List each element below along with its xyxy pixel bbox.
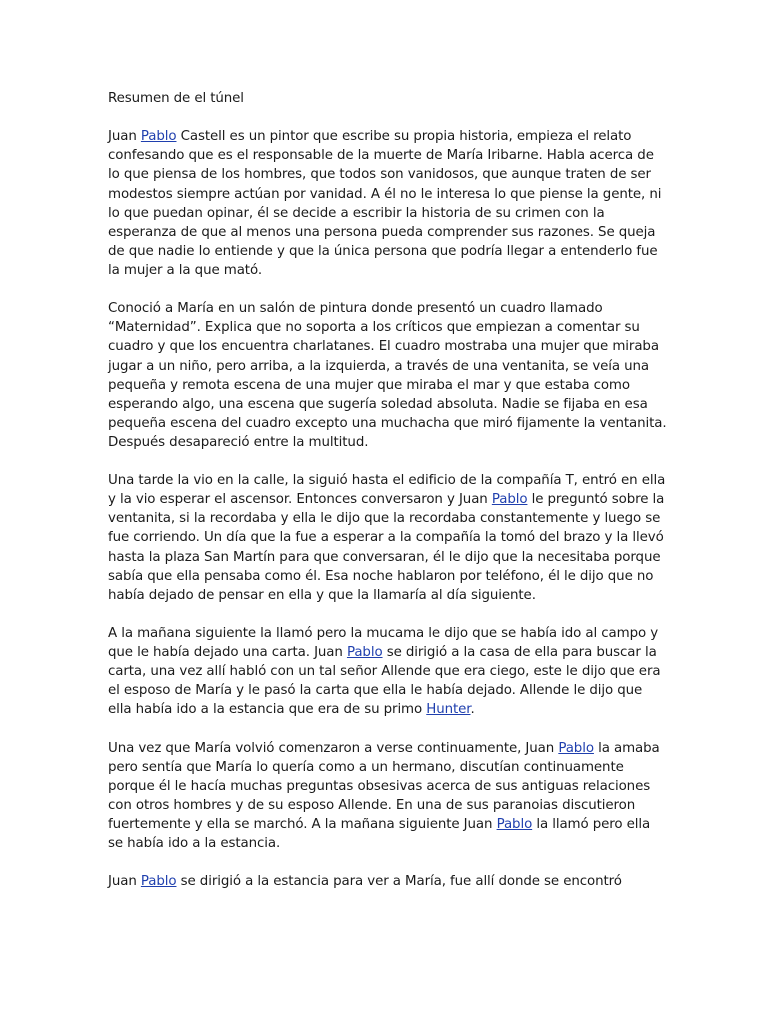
paragraph-2 [108,299,668,452]
text-run: Juan [108,129,141,145]
document-title: Resumen de el túnel [108,91,244,106]
link-pablo[interactable]: Pablo [496,817,533,833]
link-pablo[interactable]: Pablo [140,874,177,890]
document-body [108,89,668,911]
text-run: Conoció a María en un salón de pintura donde presentó un cuadro llamado “Maternidad”. Explica que no soporta a los críticos que empiezan a comentar su cuadro y que los encuentra charlatanes. El cuadro mostraba una mujer que miraba jugar a un niño, pero arriba, a la izquierda, a través de una ventanita, se veía una pequeña y remota escena de una mujer que miraba el mar y que estaba como esperando algo, una escena que sugería soledad absoluta. Nadie se fijaba en esa pequeña escena del cuadro excepto una muchacha que miró fijamente la ventanita. Después desapareció entre la multitud. [108,301,667,450]
text-run: Una vez que María volvió comenzaron a verse continuamente, Juan [108,740,559,756]
paragraph-5 [108,739,668,854]
text-run: la amaba pero sentía que María lo quería como a un hermano, discutían continuamente porque él le hacía muchas preguntas obsesivas acerca de sus antiguas relaciones con otros hombres y de su esposo Allende. En una de sus paranoias discutieron fuertemente y ella se marchó. A la mañana siguiente Juan [108,740,660,833]
link-pablo[interactable]: Pablo [140,129,177,145]
link-pablo[interactable]: Pablo [558,740,594,756]
text-run: le preguntó sobre la ventanita, si la recordaba y ella le dijo que la recordaba constantemente y luego se fue corriendo. Un día que la fue a esperar a la compañía la tomó del brazo y la llevó hasta la plaza San Martín para que conversaran, él le dijo que la necesitaba porque sabía que ella pensaba como él. Esa noche hablaron por teléfono, él le dijo que no había dejado de pensar en ella y que la llamaría al día siguiente. [108,492,665,603]
text-run: Castell es un pintor que escribe su propia historia, empieza el relato confesando que es el responsable de la muerte de María Iribarne. Habla acerca de lo que piensa de los hombres, que todos son vanidosos, que aunque traten de ser modestos siempre actúan por vanidad. A él no le interesa lo que piense la gente, ni lo que puedan opinar, él se decide a escribir la historia de su crimen con la esperanza de que al menos una persona pueda comprender sus razones. Se queja de que nadie lo entiende y que la única persona que podría llegar a entenderlo fue la mujer a la que mató. [108,129,662,278]
text-run: Juan [108,874,141,890]
text-run: la llamó pero ella se había ido a la estancia. [108,817,651,852]
link-hunter[interactable]: Hunter [426,702,471,718]
text-run: A la mañana siguiente la llamó pero la mucama le dijo que se había ido al campo y que le había dejado una carta. Juan [108,626,659,661]
paragraph-1 [108,127,668,280]
text-run: se dirigió a la estancia para ver a María, fue allí donde se encontró [176,874,622,890]
text-run: se dirigió a la casa de ella para buscar la carta, una vez allí habló con un tal señor Allende que era ciego, este le dijo que era el esposo de María y le pasó la carta que ella le había dejado. Allende le dijo que ella había ido a la estancia que era de su primo [108,645,661,718]
paragraph-4 [108,624,668,719]
text-run: Una tarde la vio en la calle, la siguió hasta el edificio de la compañía T, entró en ella y la vio esperar el ascensor. Entonces conversaron y Juan [108,473,666,508]
text-run: . [470,702,475,718]
link-pablo[interactable]: Pablo [491,492,528,508]
paragraph-container [108,127,668,891]
paragraph-3 [108,471,668,605]
paragraph-6 [108,872,668,891]
link-pablo[interactable]: Pablo [346,645,383,661]
